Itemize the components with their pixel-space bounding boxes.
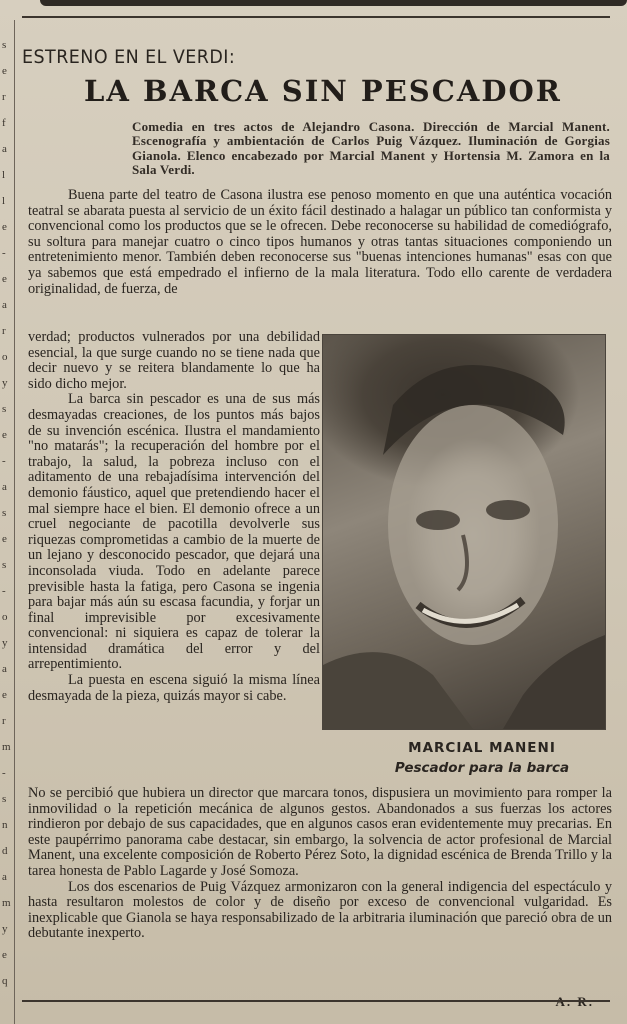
- left-column-fragment: e: [2, 533, 7, 545]
- left-column-fragment: r: [2, 325, 6, 337]
- left-column-fragment: e: [2, 65, 7, 77]
- left-column-fragment: r: [2, 715, 6, 727]
- left-column-fragment: s: [2, 559, 7, 571]
- left-column-fragment: s: [2, 507, 7, 519]
- left-column-fragment: m: [2, 897, 11, 909]
- left-column-fragment: -: [2, 455, 6, 467]
- left-column-fragment: a: [2, 663, 7, 675]
- paragraph-1: Buena parte del teatro de Casona ilustra ese penoso momento en que una auténtica vocación teatral se abarata puesta al servicio de un éxito fácil destinado a halagar un público tan conformista y convencional como los productos que se le ofrecen. Debe reconocerse su habilidad de comediógrafo, su soltura para manejar cuatro o cinco tipos humanos y otras tantas situaciones componiendo un entretenimiento menor. También deben reconocerse sus "buenas intenciones humanas" esas con que ya sabemos que está empedrado el infierno de la mala literatura. Todo ello carente de verdadera originalidad, de fuerza, de: [28, 187, 612, 297]
- left-column-fragment: o: [2, 611, 8, 623]
- left-column-fragment: e: [2, 949, 7, 961]
- portrait-photo: [322, 334, 606, 730]
- left-column-fragment: e: [2, 689, 7, 701]
- left-column-fragment: -: [2, 767, 6, 779]
- body-narrow-column: [28, 330, 320, 704]
- left-column-fragment: l: [2, 169, 6, 181]
- headline: LA BARCA SIN PESCADOR: [84, 74, 562, 108]
- left-column-fragment: -: [2, 585, 6, 597]
- left-column-fragment: m: [2, 741, 11, 753]
- top-rule: [22, 16, 610, 18]
- left-column-fragment: s: [2, 793, 7, 805]
- left-column-fragment: a: [2, 143, 7, 155]
- left-column-fragment: r: [2, 91, 6, 103]
- left-column-fragment: s: [2, 39, 7, 51]
- left-column-fragment: e: [2, 273, 7, 285]
- photo-caption-name: MARCIAL MANENI: [408, 740, 556, 756]
- kicker: ESTRENO EN EL VERDI:: [22, 46, 236, 68]
- bottom-rule: [22, 1000, 610, 1002]
- paragraph-4: Los dos escenarios de Puig Vázquez armonizaron con la general indigencia del espectáculo y hasta resultaron molestos de color y de diseño por exceso de convencional vulgaridad. Es inexplicable que Gianola se haya responsabilizado de la arbitraria iluminación que pareció obra de un debutante inexperto.: [28, 878, 612, 942]
- photo-caption-subtitle: Pescador para la barca: [394, 760, 570, 776]
- left-column-fragment: a: [2, 481, 7, 493]
- left-column-fragment: o: [2, 351, 8, 363]
- left-column-fragment: -: [2, 247, 6, 259]
- left-column-fragment: q: [2, 975, 8, 987]
- left-column-fragment: l: [2, 195, 6, 207]
- body-top: [28, 188, 612, 297]
- left-column-fragment: f: [2, 117, 6, 129]
- left-column-fragment: n: [2, 819, 8, 831]
- top-border-bar: [40, 0, 627, 6]
- paragraph-3-start: La puesta en escena siguió la misma línea desmayada de la pieza, quizás mayor si cabe.: [28, 672, 320, 704]
- left-column-fragment: s: [2, 403, 7, 415]
- article: [22, 28, 612, 1018]
- paragraph-2: La barca sin pescador es una de sus más desmayadas creaciones, de los puntos más bajos de su invención escénica. Ilustra el mandamiento "no matarás"; la recuperación del hombre por el trabajo, la salud, la pobreza incluso con el aditamento de una rebajadísima intervención del demonio fáustico, aquel que pretendiendo hacer el mal siempre hace el bien. El demonio ofrece a un cruel negociante de pacotilla devolverle sus riquezas comprometidas a cambio de la muerte de un lejano y desconocido pescador, que dejará una inconsolada viuda. Todo en adelante parece previsible hasta la fatiga, pero Casona se ingenia para bajar más aún su escasa facundia, y forjar un final imprevisible por excesivamente convencional: ni siquiera es capaz de tolerar la intensidad dramática del error y del arrepentimiento.: [28, 391, 320, 673]
- left-column-fragment: d: [2, 845, 8, 857]
- left-column-fragment: a: [2, 871, 7, 883]
- body-bottom: [28, 786, 612, 942]
- paragraph-3-rest: No se percibió que hubiera un director que marcara tonos, dispusiera un movimiento para romper la inmovilidad o la repetición mecánica de algunos gestos. Abandonados a sus fuerzas los actores rindieron por debajo de sus capacidades, que en algunos casos eran evidentemente muy precarias. En este paupérrimo panorama cabe destacar, sin embargo, la solvencia de actor profesional de Marcial Manent, una excelente composición de Roberto Pérez Soto, la dignidad escénica de Brenda Trillo y la tarea honesta de Pablo Lagarde y José Somoza.: [28, 785, 612, 879]
- paragraph-1-continued: verdad; productos vulnerados por una debilidad esencial, la que surge cuando no se tiene nada que decir nuevo y se reitera blandamente lo que ha sido dicho mejor.: [28, 329, 320, 392]
- left-column-fragment: e: [2, 221, 7, 233]
- author-initials: [555, 994, 594, 1010]
- left-column-fragment: e: [2, 429, 7, 441]
- left-column-fragment: a: [2, 299, 7, 311]
- left-column-fragment: y: [2, 923, 8, 935]
- credits-block: Comedia en tres actos de Alejandro Casona. Dirección de Marcial Manent. Escenografía y ambientación de Carlos Puig Vázquez. Iluminación de Gorgias Gianola. Elenco encabezado por Marcial Manent y Hortensia M. Zamora en la Sala Verdi.: [132, 119, 610, 178]
- left-column-fragment: y: [2, 637, 8, 649]
- left-column-fragments: [0, 20, 15, 1024]
- left-column-fragment: y: [2, 377, 8, 389]
